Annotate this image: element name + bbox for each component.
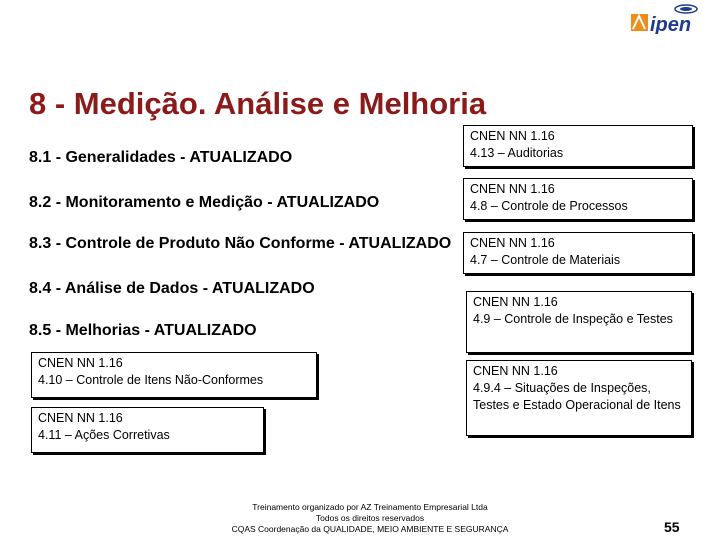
ipen-logo	[630, 4, 716, 34]
slide-title: 8 - Medição. Análise e Melhoria	[29, 86, 487, 121]
reference-clause: 4.7 – Controle de Materiais	[470, 253, 621, 267]
footer	[190, 502, 550, 535]
reference-clause: 4.10 – Controle de Itens Não-Conformes	[38, 373, 264, 387]
reference-box-acoes-corretivas	[31, 407, 264, 453]
reference-box-itens-nao-conformes	[31, 352, 317, 398]
reference-norm: CNEN NN 1.16	[470, 182, 555, 196]
section-item-8-3: 8.3 - Controle de Produto Não Conforme - ATUALIZADO	[29, 235, 452, 252]
footer-line-rights: Todos os direitos reservados	[315, 513, 425, 523]
section-item-8-4: 8.4 - Análise de Dados - ATUALIZADO	[29, 280, 315, 297]
reference-box-inspecao-testes	[466, 291, 692, 353]
reference-clause: 4.9 – Controle de Inspeção e Testes	[473, 312, 673, 326]
reference-norm: CNEN NN 1.16	[470, 129, 555, 143]
footer-line-organizer: Treinamento organizado por AZ Treinamento Empresarial Ltda	[252, 502, 488, 512]
reference-clause: 4.9.4 – Situações de Inspeções, Testes e Estado Operacional de Itens	[473, 381, 681, 412]
reference-box-controle-processos	[463, 178, 693, 220]
reference-clause: 4.11 – Ações Corretivas	[38, 428, 170, 442]
footer-line-department: CQAS Coordenação da QUALIDADE, MEIO AMBIENTE E SEGURANÇA	[231, 524, 509, 534]
reference-norm: CNEN NN 1.16	[473, 364, 558, 378]
page-number: 55	[664, 519, 680, 535]
ipen-logo-icon	[630, 4, 716, 34]
reference-norm: CNEN NN 1.16	[470, 236, 555, 250]
reference-clause: 4.13 – Auditorias	[470, 146, 564, 160]
section-item-8-1: 8.1 - Generalidades - ATUALIZADO	[29, 149, 293, 166]
reference-box-auditorias	[463, 125, 693, 167]
reference-box-situacoes-inspecoes	[466, 360, 692, 436]
logo-text: ipen	[650, 14, 692, 34]
reference-norm: CNEN NN 1.16	[38, 411, 123, 425]
reference-box-controle-materiais	[463, 232, 693, 274]
reference-clause: 4.8 – Controle de Processos	[470, 199, 628, 213]
reference-norm: CNEN NN 1.16	[473, 295, 558, 309]
section-item-8-5: 8.5 - Melhorias - ATUALIZADO	[29, 322, 257, 339]
reference-norm: CNEN NN 1.16	[38, 356, 123, 370]
section-item-8-2: 8.2 - Monitoramento e Medição - ATUALIZADO	[29, 194, 380, 211]
